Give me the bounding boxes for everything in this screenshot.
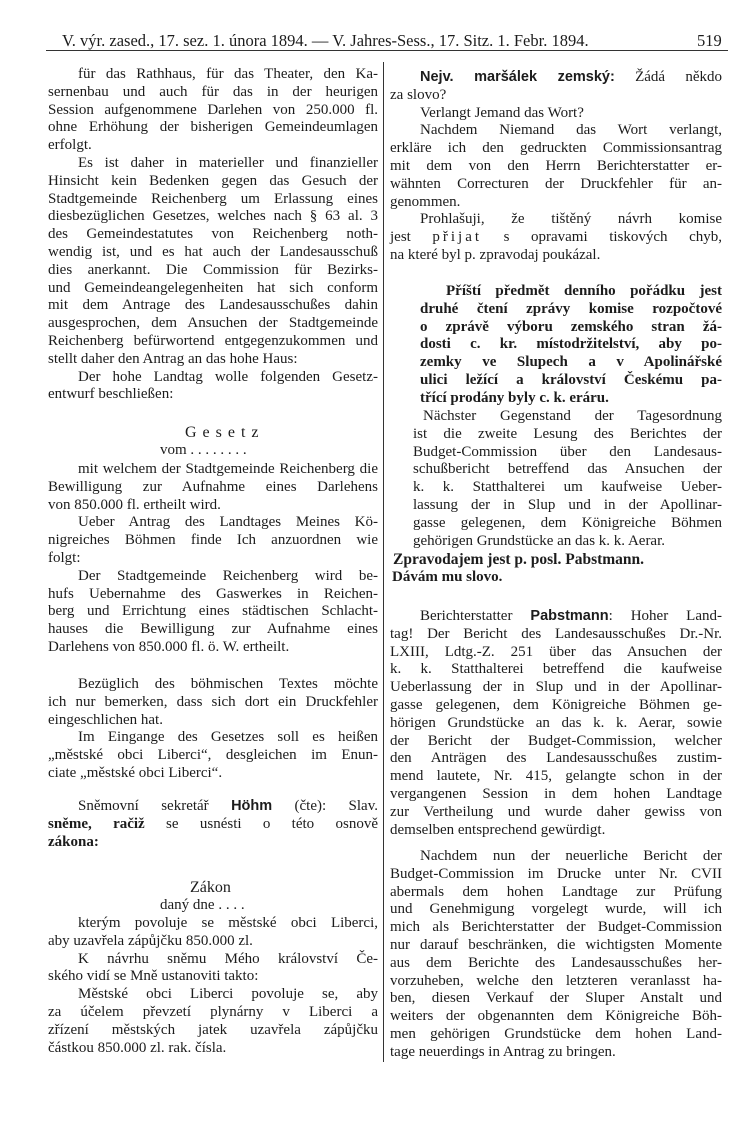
text-line: des Gemeindestatutes von Reichenberg noth- <box>48 226 378 243</box>
text-line: von 850.000 fl. ertheilt wird. <box>48 496 221 513</box>
law-date-czech: daný dne . . . . <box>160 897 245 913</box>
text-line: Nachdem Niemand das Wort verlangt, <box>420 122 722 139</box>
text-line: dies anerkannt. Die Commission für Bezirks- <box>48 261 378 278</box>
header-rule <box>46 50 728 51</box>
left-column-law-de <box>48 461 378 657</box>
paragraph <box>390 211 722 264</box>
text-line: eingeschlichen hat. <box>48 711 163 728</box>
text-line: kterým povoluje se městské obci Liberci, <box>78 915 378 931</box>
paragraph <box>48 986 378 1057</box>
text-line: mich als Berichterstatter der Budget-Commission <box>390 919 722 936</box>
text-line: ciate „městské obci Liberci“. <box>48 764 223 781</box>
text-line: der Bericht der Budget-Commission, welcher <box>390 732 722 749</box>
text-line: Nächster Gegenstand der Tagesordnung <box>423 408 722 424</box>
text-line <box>390 608 722 626</box>
text-line: ich nur bemerken, dass sich dort ein Druckfehler <box>48 693 378 710</box>
text-line: Městské obci Liberci povoluje se, aby <box>78 986 378 1003</box>
right-column-report <box>390 608 722 839</box>
text-line: Hinsicht kein Bedenken gegen das Gesuch der <box>48 172 378 189</box>
text-line: diesbezüglichen Gesetzes, welches nach § 63 al. 3 <box>48 208 378 225</box>
paragraph <box>48 798 378 851</box>
text-line: K návrhu sněmu Mého království Če- <box>78 950 378 967</box>
text-line: wendig ist, und es hat auch der Landesausschuß <box>48 243 378 260</box>
text-line: mit welchem der Stadtgemeinde Reichenberg die <box>78 461 378 477</box>
text-segment: se usnésti o této osnově <box>144 815 378 832</box>
emphasized-text: račiž <box>113 815 145 832</box>
emphasized-text: sněme, <box>48 815 114 832</box>
law-title-german: G e s e t z <box>185 424 260 441</box>
paragraph <box>48 155 378 369</box>
text-line: tag! Der Bericht des Landesausschußes Dr.-Nr. <box>390 625 722 642</box>
text-line: tage neuerdings in Antrag zu bringen. <box>390 1043 616 1060</box>
text-line: abermals dem hohen Landtage zur Prüfung <box>390 883 722 900</box>
text-line: Stadtgemeinde Reichenberg um Erlassung eines <box>48 190 378 207</box>
text-segment: Sněmovní sekretář <box>78 798 232 814</box>
text-line: „městské obci Liberci“, desgleichen im Enun- <box>48 747 378 764</box>
text-line: nur darauf beschränken, die wichtigsten Momente <box>390 936 722 953</box>
paragraph <box>48 915 378 951</box>
paragraph <box>48 676 378 729</box>
text-line: nigreiches Böhmen finde Ich anzuordnen wie <box>48 532 378 549</box>
left-column-law-cz <box>48 915 378 1057</box>
paragraph <box>390 848 722 1062</box>
text-line: na které byl p. zpravodaj poukázal. <box>390 246 601 263</box>
text-segment: s opravami tiskových chyb, <box>482 229 722 246</box>
emphasized-text: Höhm <box>231 798 273 814</box>
paragraph <box>48 514 378 567</box>
text-line <box>48 798 378 816</box>
left-column-secretary <box>48 798 378 851</box>
text-line: ist die zweite Lesung des Berichtes der <box>413 425 722 442</box>
text-line: ausgesprochen, dem Ansuchen der Stadtgemeinde <box>48 315 378 332</box>
text-line: druhé čtení zprávy komise rozpočtové <box>420 300 722 317</box>
emphasized-text: Pabstmann <box>530 608 609 624</box>
text-line: k. k. Statthalterei betreffend die kaufweise <box>390 661 722 678</box>
text-line: hufs Uebernahme des Gaswerkes in Reichen- <box>48 585 378 602</box>
text-line: Verlangt Jemand das Wort? <box>420 104 584 121</box>
text-line <box>48 816 378 834</box>
text-segment: jest <box>390 229 433 246</box>
text-line: Prohlašuji, že tištěný návrh komise <box>420 211 722 228</box>
paragraph <box>390 105 722 123</box>
text-line: ského vidí se Mně ustanoviti takto: <box>48 968 259 985</box>
left-column-remark <box>48 676 378 783</box>
column-divider <box>383 62 384 1062</box>
text-line: men gehörigen Grundstücke dem hohen Land- <box>390 1025 722 1042</box>
reporter-line: Zpravodajem jest p. posl. Pabstmann. <box>393 551 645 568</box>
text-line: zřízení městských jatek uzavřela zápůjčku <box>48 1021 378 1038</box>
paragraph <box>420 283 722 408</box>
text-line: hauses die Bewilligung zur Aufnahme eines <box>48 621 378 638</box>
text-line: folgt: <box>48 549 81 566</box>
text-line: k. k. Statthalterei um kaufweise Ueber- <box>413 479 722 496</box>
text-line: Reichenberg befürwortend entgegenzukommen und <box>48 332 378 349</box>
text-line: Bezüglich des böhmischen Textes möchte <box>78 676 378 692</box>
text-line: Ueber Antrag des Landtages Meines Kö- <box>78 514 378 531</box>
text-line: o zprávě výboru zemského stran žá- <box>420 318 722 335</box>
text-line: Budget-Commission über den Landesaus- <box>413 443 722 460</box>
text-line: entwurf beschließen: <box>48 386 174 403</box>
text-line: und Genehmigung vorgelegt wurde, will ich <box>390 901 722 918</box>
text-line: ulici ležící a království Českému pa- <box>420 371 722 388</box>
emphasized-text: přijat <box>432 229 483 246</box>
text-line: aby uzavřela zápůjčku 850.000 zl. <box>48 932 253 949</box>
paragraph <box>48 66 378 155</box>
text-line: vergangenen Session in dem hohen Landtage <box>390 785 722 802</box>
text-line: ohne Erhöhung der bisherigen Gemeindeumlagen <box>48 119 378 136</box>
text-segment: Žádá někdo <box>614 69 722 85</box>
paragraph <box>48 951 378 987</box>
paragraph <box>390 69 722 105</box>
text-line: vorzuheben, welche den letzteren veranlasst ha- <box>390 972 722 989</box>
text-line: Der hohe Landtag wolle folgenden Gesetz- <box>78 368 378 385</box>
text-line: schußbericht betreffend das Ansuchen der <box>413 461 722 478</box>
text-line: Nachdem nun der neuerliche Bericht der <box>420 848 722 864</box>
text-line: třící prodány byly c. k. eráru. <box>420 389 609 406</box>
right-column-speaker <box>390 69 722 265</box>
text-line: Ueberlassung der in Slup und in der Apollinar- <box>390 679 722 696</box>
text-line: Budget-Commission im Drucke unter Nr. CVII <box>390 865 722 882</box>
running-header: V. výr. zased., 17. sez. 1. února 1894. — V. Jahres-Sess., 17. Sitz. 1. Febr. 1894. <box>62 31 589 50</box>
text-line: hörigen Grundstücke an das k. k. Aerar, sowie <box>390 714 722 731</box>
text-line: Im Eingange des Gesetzes soll es heißen <box>78 729 378 746</box>
text-line: za slovo? <box>390 86 447 103</box>
text-line: erfolgt. <box>48 137 92 154</box>
text-line: Der Stadtgemeinde Reichenberg wird be- <box>78 567 378 584</box>
paragraph <box>48 568 378 657</box>
text-line: genommen. <box>390 193 461 210</box>
text-line: Příští předmět denního pořádku jest <box>446 283 722 299</box>
text-line: gehörigen Grundstücke an das k. k. Aerar. <box>413 532 666 549</box>
text-line: berg und Errichtung eines städtischen Schlacht- <box>48 603 378 620</box>
paragraph <box>48 461 378 514</box>
text-line: demselben entsprechend gewürdigt. <box>390 821 606 838</box>
right-column-report-cont <box>390 848 722 1062</box>
text-line: gasse gelegenen, dem Königreiche Böhmen ge- <box>390 696 722 713</box>
paragraph <box>413 408 722 550</box>
text-line: sernenbau und auch für das in der heurigen <box>48 83 378 100</box>
text-segment: : Hoher Land- <box>608 608 722 624</box>
emphasized-text: Nejv. maršálek zemský: <box>420 69 615 85</box>
text-segment: Berichterstatter <box>420 608 531 624</box>
text-line: mit dem Antrage des Landesausschußes dahin <box>48 297 378 314</box>
text-segment: (čte): Slav. <box>272 798 378 814</box>
text-line: zur Vertheilung und wurde daher gewiss von <box>390 803 722 820</box>
paragraph <box>390 608 722 839</box>
agenda-item-german <box>413 408 722 550</box>
text-line: erkläre ich den gedruckten Commissionsantrag <box>390 140 722 157</box>
floor-line: Dávám mu slovo. <box>392 569 503 585</box>
text-line: Darlehens von 850.000 fl. ö. W. ertheilt. <box>48 638 290 655</box>
text-line: lassung der in Slup und in der Apollinar- <box>413 496 722 513</box>
agenda-item-czech <box>420 283 722 408</box>
text-line: za účelem převzetí plynárny v Liberci a <box>48 1003 378 1020</box>
text-line: LXIII, Ldtg.-Z. 251 über das Ansuchen der <box>390 643 722 660</box>
text-line: gasse gelegenen, dem Königreiche Böhmen <box>413 514 722 531</box>
text-line: weiters der obgenannten dem Königreiche Böh- <box>390 1008 722 1025</box>
text-line: Es ist daher in materieller und finanzieller <box>78 154 378 171</box>
text-line: wähnten Correcturen der Druckfehler für an- <box>390 175 722 192</box>
text-line: Bewilligung zur Aufnahme eines Darlehens <box>48 478 378 495</box>
text-line: den Anträgen des Landesausschußes zustim- <box>390 750 722 767</box>
paragraph <box>48 369 378 405</box>
text-line: und Gemeindeangelegenheiten hat sich conform <box>48 279 378 296</box>
text-line: stellt daher den Antrag an das hohe Haus: <box>48 350 298 367</box>
law-date-german: vom . . . . . . . . <box>160 442 247 458</box>
page-number: 519 <box>697 31 722 50</box>
text-line: dosti c. kr. místodržitelství, aby po- <box>420 336 722 353</box>
text-line <box>390 229 722 247</box>
text-line <box>48 834 378 852</box>
text-line: částkou 850.000 zl. rak. čísla. <box>48 1039 227 1056</box>
text-line: ben, diesen Verkauf der Sluper Anstalt und <box>390 990 722 1007</box>
paragraph <box>390 122 722 211</box>
text-line: mit dem von den Herrn Berichterstatter er- <box>390 157 722 174</box>
paragraph <box>48 729 378 782</box>
text-line: Session aufgenommene Darlehen von 250.000 fl. <box>48 101 378 118</box>
left-column-text-1 <box>48 66 378 404</box>
text-line <box>390 69 722 87</box>
emphasized-text: zákona: <box>48 833 99 850</box>
law-title-czech: Zákon <box>190 879 231 896</box>
text-line: zemky ve Slupech a v Apolinářské <box>420 354 722 371</box>
text-line: aus dem Berichte des Landesausschußes her- <box>390 954 722 971</box>
text-line: für das Rathhaus, für das Theater, den Ka- <box>78 66 378 82</box>
text-line: mend lautete, Nr. 415, gelangte schon in der <box>390 768 722 785</box>
